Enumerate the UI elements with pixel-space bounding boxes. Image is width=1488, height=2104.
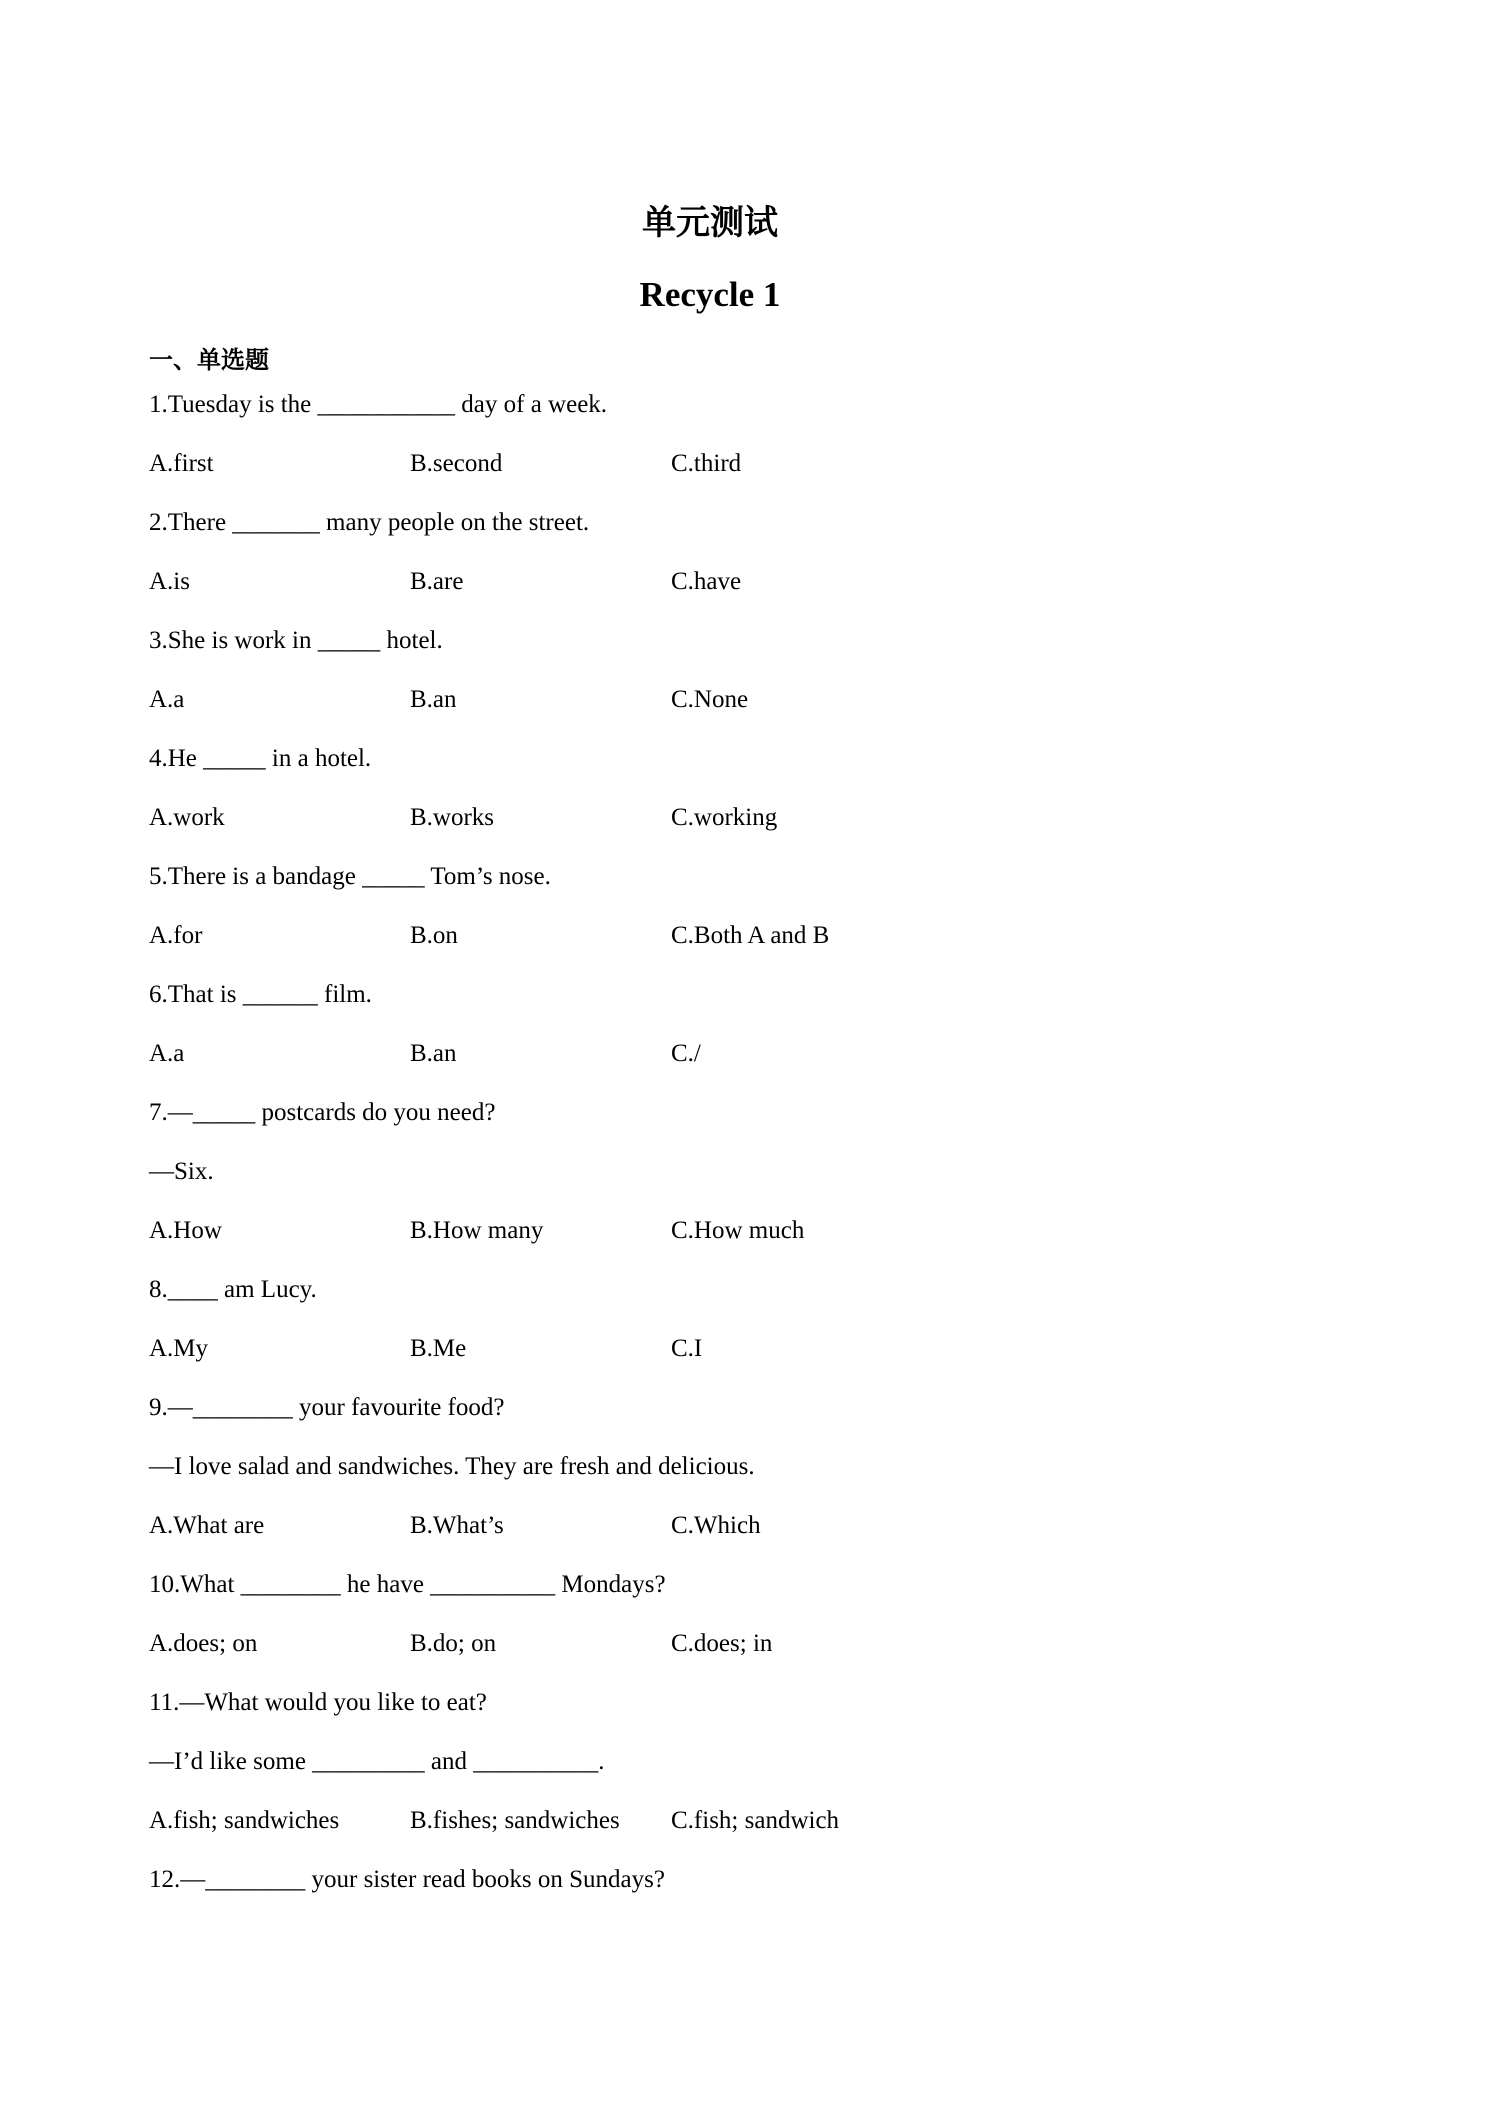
q7-option-a: A.How xyxy=(149,1217,222,1244)
question-8: 8.____ am Lucy. xyxy=(149,1276,317,1303)
question-11: 11.—What would you like to eat? xyxy=(149,1689,487,1716)
q2-option-a: A.is xyxy=(149,568,190,595)
question-12: 12.—________ your sister read books on Sundays? xyxy=(149,1866,665,1893)
question-1: 1.Tuesday is the ___________ day of a week. xyxy=(149,391,608,418)
q11-option-b: B.fishes; sandwiches xyxy=(410,1807,620,1834)
q5-option-b: B.on xyxy=(410,922,458,949)
q2-option-b: B.are xyxy=(410,568,464,595)
question-2: 2.There _______ many people on the street. xyxy=(149,509,590,536)
q2-option-c: C.have xyxy=(671,568,742,595)
q10-option-b: B.do; on xyxy=(410,1630,497,1657)
q1-option-a: A.first xyxy=(149,450,214,477)
question-10: 10.What ________ he have __________ Mondays? xyxy=(149,1571,666,1598)
q3-option-c: C.None xyxy=(671,686,749,713)
title-english: Recycle 1 xyxy=(639,275,781,314)
question-9-reply: —I love salad and sandwiches. They are fresh and delicious. xyxy=(149,1453,755,1480)
q9-option-c: C.Which xyxy=(671,1512,761,1539)
question-5: 5.There is a bandage _____ Tom’s nose. xyxy=(149,863,551,890)
q6-option-b: B.an xyxy=(410,1040,457,1067)
q6-option-c: C./ xyxy=(671,1040,701,1067)
q7-option-b: B.How many xyxy=(410,1217,544,1244)
q8-option-b: B.Me xyxy=(410,1335,467,1362)
q4-option-a: A.work xyxy=(149,804,225,831)
question-6: 6.That is ______ film. xyxy=(149,981,372,1008)
question-9: 9.—________ your favourite food? xyxy=(149,1394,505,1421)
q9-option-a: A.What are xyxy=(149,1512,265,1539)
q3-option-b: B.an xyxy=(410,686,457,713)
q5-option-a: A.for xyxy=(149,922,203,949)
q9-option-b: B.What’s xyxy=(410,1512,504,1539)
q4-option-b: B.works xyxy=(410,804,495,831)
question-3: 3.She is work in _____ hotel. xyxy=(149,627,443,654)
title-chinese: 单元测试 xyxy=(642,203,778,243)
question-11-reply: —I’d like some _________ and __________. xyxy=(149,1748,605,1775)
q8-option-c: C.I xyxy=(671,1335,703,1362)
q10-option-a: A.does; on xyxy=(149,1630,258,1657)
q6-option-a: A.a xyxy=(149,1040,185,1067)
q1-option-c: C.third xyxy=(671,450,742,477)
q11-option-a: A.fish; sandwiches xyxy=(149,1807,340,1834)
question-4: 4.He _____ in a hotel. xyxy=(149,745,372,772)
question-7: 7.—_____ postcards do you need? xyxy=(149,1099,496,1126)
section-heading: 一、单选题 xyxy=(149,346,269,374)
q10-option-c: C.does; in xyxy=(671,1630,773,1657)
q7-option-c: C.How much xyxy=(671,1217,805,1244)
q5-option-c: C.Both A and B xyxy=(671,922,830,949)
q11-option-c: C.fish; sandwich xyxy=(671,1807,840,1834)
question-7-reply: —Six. xyxy=(149,1158,214,1185)
q4-option-c: C.working xyxy=(671,804,778,831)
q3-option-a: A.a xyxy=(149,686,185,713)
q8-option-a: A.My xyxy=(149,1335,209,1362)
q1-option-b: B.second xyxy=(410,450,503,477)
